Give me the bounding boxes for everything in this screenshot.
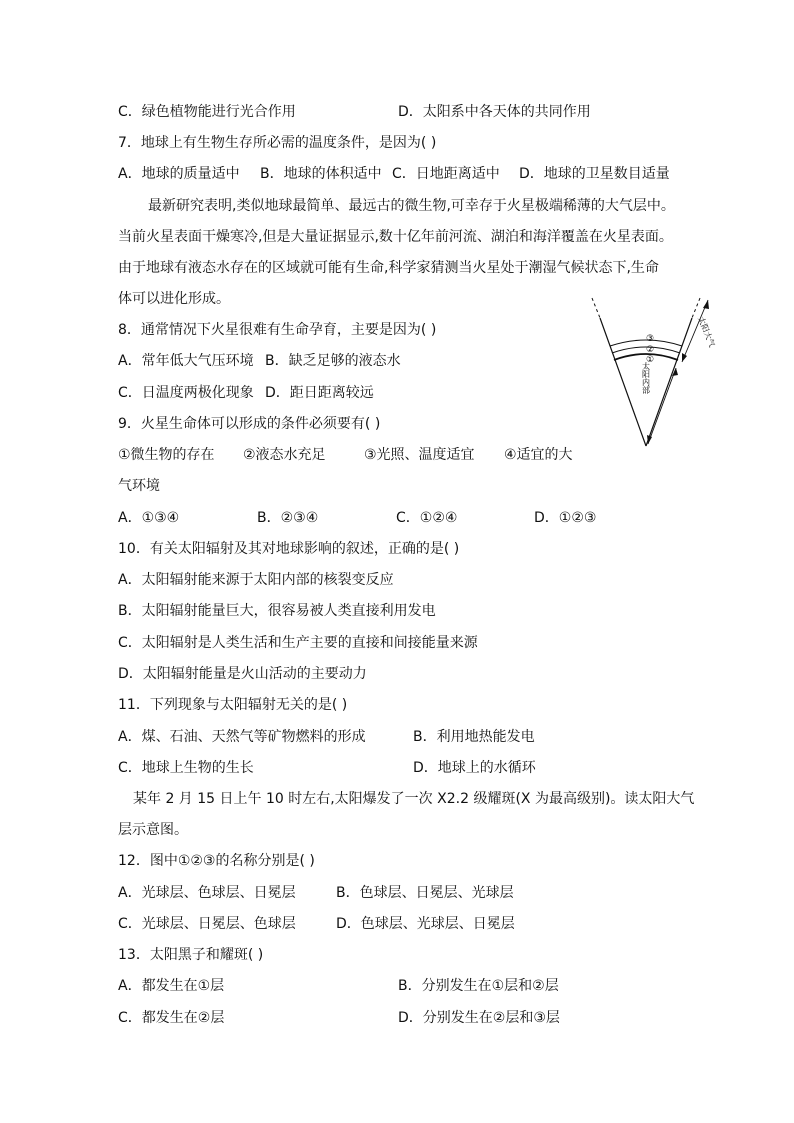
- q11-option-a: A．煤、石油、天然气等矿物燃料的形成: [118, 729, 366, 745]
- layer-1-label: ①: [645, 355, 655, 365]
- layer-3-label: ③: [645, 334, 655, 344]
- q7-option-d: D．地球的卫星数目适量: [519, 166, 670, 182]
- passage-line-4: 体可以进化形成。: [118, 291, 230, 307]
- q8-option-d: D．距日距离较远: [265, 385, 374, 401]
- q13-option-b: B．分别发生在①层和②层: [398, 978, 559, 994]
- option-c-line1: C．绿色植物能进行光合作用: [118, 104, 296, 120]
- q7-option-a: A．地球的质量适中: [118, 166, 240, 182]
- q12-option-b: B．色球层、日冕层、光球层: [336, 885, 514, 901]
- q10-option-a: A．太阳辐射能来源于太阳内部的核裂变反应: [118, 572, 394, 588]
- q9-option-a: A．①③④: [118, 510, 180, 526]
- question-10: 10．有关太阳辐射及其对地球影响的叙述，正确的是( ): [118, 541, 460, 557]
- passage-flare-2: 层示意图。: [118, 822, 188, 838]
- sun-interior-label: 太阳内部: [641, 362, 651, 394]
- q12-option-a: A．光球层、色球层、日冕层: [118, 885, 296, 901]
- q8-option-b: B．缺乏足够的液态水: [265, 353, 401, 369]
- layer-2-label: ②: [645, 345, 655, 355]
- q12-option-d: D．色球层、光球层、日冕层: [336, 916, 515, 932]
- q9-option-c: C．①②④: [396, 510, 458, 526]
- q10-option-c: C．太阳辐射是人类生活和生产主要的直接和间接能量来源: [118, 635, 478, 651]
- q13-option-c: C．都发生在②层: [118, 1010, 225, 1026]
- passage-line-3: 由于地球有液态水存在的区域就可能有生命,科学家猜测当火星处于潮湿气候状态下,生命: [118, 260, 659, 276]
- question-8: 8．通常情况下火星很难有生命孕育，主要是因为( ): [118, 322, 437, 338]
- sun-atmosphere-diagram: [588, 296, 718, 456]
- q13-option-d: D．分别发生在②层和③层: [398, 1010, 560, 1026]
- question-11: 11．下列现象与太阳辐射无关的是( ): [118, 697, 348, 713]
- q13-option-a: A．都发生在①层: [118, 978, 225, 994]
- q12-option-c: C．光球层、日冕层、色球层: [118, 916, 296, 932]
- q11-option-c: C．地球上生物的生长: [118, 760, 254, 776]
- question-13: 13．太阳黑子和耀斑( ): [118, 947, 264, 963]
- sun-atmosphere-label: 太阳大气: [696, 315, 717, 349]
- q9-item-2: ②液态水充足: [243, 447, 326, 463]
- q9-option-b: B．②③④: [257, 510, 319, 526]
- question-7: 7．地球上有生物生存所必需的温度条件，是因为( ): [118, 135, 437, 151]
- passage-line-1: 最新研究表明,类似地球最简单、最远古的微生物,可幸存于火星极端稀薄的大气层中。: [148, 198, 675, 214]
- option-d-line1: D．太阳系中各天体的共同作用: [398, 104, 591, 120]
- q8-option-c: C．日温度两极化现象: [118, 385, 254, 401]
- q9-item-3: ③光照、温度适宜: [364, 447, 475, 463]
- q11-option-d: D．地球上的水循环: [413, 760, 536, 776]
- q11-option-b: B．利用地热能发电: [413, 729, 535, 745]
- q9-item-4-cont: 气环境: [118, 478, 160, 494]
- q9-option-d: D．①②③: [534, 510, 597, 526]
- q7-option-c: C．日地距离适中: [392, 166, 500, 182]
- q8-option-a: A．常年低大气压环境: [118, 353, 254, 369]
- q7-option-b: B．地球的体积适中: [260, 166, 382, 182]
- q10-option-d: D．太阳辐射能量是火山活动的主要动力: [118, 666, 367, 682]
- q9-item-4: ④适宜的大: [504, 447, 573, 463]
- q9-item-1: ①微生物的存在: [118, 447, 215, 463]
- question-9: 9．火星生命体可以形成的条件必须要有( ): [118, 416, 381, 432]
- q10-option-b: B．太阳辐射能量巨大，很容易被人类直接利用发电: [118, 603, 436, 619]
- passage-flare-1: 某年 2 月 15 日上午 10 时左右,太阳爆发了一次 X2.2 级耀斑(X 为最高级别)。读太阳大气: [133, 791, 695, 807]
- question-12: 12．图中①②③的名称分别是( ): [118, 853, 315, 869]
- passage-line-2: 当前火星表面干燥寒冷,但是大量证据显示,数十亿年前河流、湖泊和海洋覆盖在火星表面。: [118, 229, 673, 245]
